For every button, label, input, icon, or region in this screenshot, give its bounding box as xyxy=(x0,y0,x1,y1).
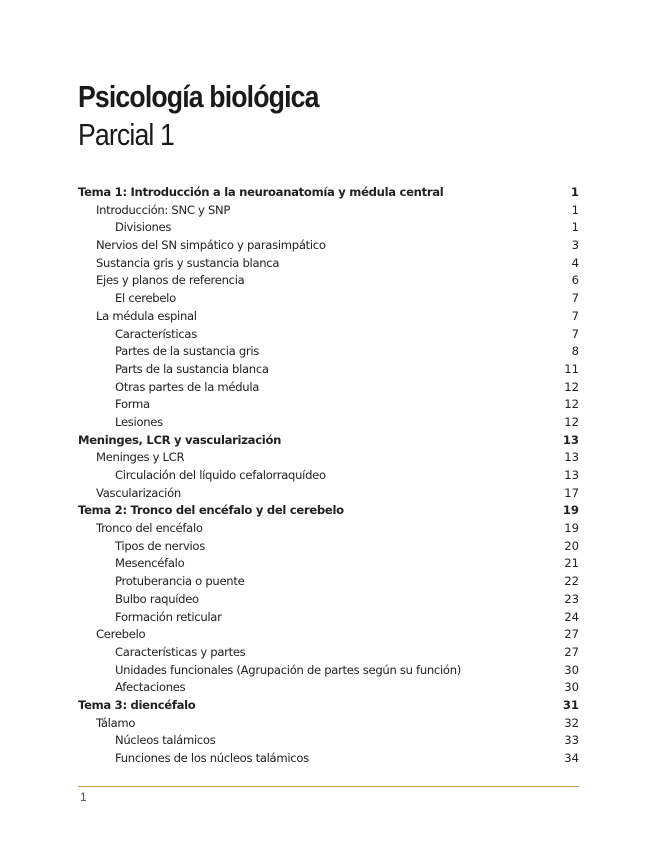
toc-entry-title: Tema 2: Tronco del encéfalo y del cerebelo xyxy=(78,503,344,518)
toc-entry[interactable] xyxy=(78,309,579,327)
toc-entry[interactable] xyxy=(78,468,579,486)
toc-entry-page: 24 xyxy=(564,609,579,624)
toc-entry-title: Formación reticular xyxy=(115,609,222,624)
toc-entry[interactable] xyxy=(78,256,579,274)
toc-entry-page: 1 xyxy=(571,202,579,217)
toc-entry-title: Circulación del líquido cefalorraquídeo xyxy=(115,468,326,482)
toc-entry[interactable] xyxy=(78,433,579,451)
toc-entry-title: Tronco del encéfalo xyxy=(96,521,203,536)
toc-entry-page: 19 xyxy=(564,521,579,536)
toc-entry-title: Tálamo xyxy=(96,715,136,730)
toc-entry[interactable] xyxy=(78,327,579,345)
toc-entry-page: 7 xyxy=(571,308,579,323)
toc-entry-title: Mesencéfalo xyxy=(115,556,185,571)
toc-entry-title: Características y partes xyxy=(115,644,246,659)
toc-entry-page: 12 xyxy=(564,397,579,412)
toc-entry-page: 31 xyxy=(562,697,579,712)
toc-entry-page: 13 xyxy=(564,468,579,482)
toc-entry-page: 6 xyxy=(571,273,579,288)
toc-entry-page: 27 xyxy=(564,644,579,659)
toc-entry-title: Tipos de nervios xyxy=(115,538,205,553)
toc-entry-title: Introducción: SNC y SNP xyxy=(96,202,231,217)
toc-entry-title: Afectaciones xyxy=(115,680,186,695)
toc-entry-page: 19 xyxy=(562,503,579,518)
toc-entry[interactable] xyxy=(78,397,579,415)
toc-entry[interactable] xyxy=(78,574,579,592)
toc-entry-title: Vascularización xyxy=(96,485,181,500)
toc-entry-page: 3 xyxy=(571,238,579,253)
toc-entry-page: 20 xyxy=(564,538,579,553)
toc-entry-page: 30 xyxy=(564,680,579,695)
toc-entry[interactable] xyxy=(78,362,579,380)
toc-entry-title: Parts de la sustancia blanca xyxy=(115,361,269,376)
footer-rule xyxy=(78,786,579,787)
toc-entry[interactable] xyxy=(78,273,579,291)
toc-entry-page: 11 xyxy=(564,361,579,376)
toc-entry-title: Funciones de los núcleos talámicos xyxy=(115,751,309,765)
toc-entry-title: Meninges, LCR y vascularización xyxy=(78,432,282,447)
title-block xyxy=(78,78,358,154)
toc-entry[interactable] xyxy=(78,627,579,645)
toc-entry-page: 7 xyxy=(571,291,579,306)
toc-entry[interactable] xyxy=(78,592,579,610)
toc-entry-title: Cerebelo xyxy=(96,627,146,642)
toc-entry-page: 32 xyxy=(564,715,579,730)
toc-entry-title: El cerebelo xyxy=(115,291,176,306)
toc-entry-page: 21 xyxy=(564,556,579,571)
table-of-contents xyxy=(78,185,579,769)
toc-entry[interactable] xyxy=(78,415,579,433)
toc-entry-title: La médula espinal xyxy=(96,308,197,323)
toc-entry-page: 1 xyxy=(570,185,579,199)
toc-entry-page: 8 xyxy=(571,344,579,359)
toc-entry[interactable] xyxy=(78,751,579,769)
toc-entry-page: 34 xyxy=(564,751,579,765)
document-subtitle: Parcial 1 xyxy=(78,117,174,152)
toc-entry[interactable] xyxy=(78,610,579,628)
toc-entry-page: 12 xyxy=(564,414,579,429)
toc-entry-title: Divisiones xyxy=(115,220,172,235)
toc-entry[interactable] xyxy=(78,733,579,751)
document-title: Psicología biológica xyxy=(78,79,319,114)
toc-entry[interactable] xyxy=(78,220,579,238)
toc-entry[interactable] xyxy=(78,503,579,521)
toc-entry[interactable] xyxy=(78,486,579,504)
toc-entry-page: 30 xyxy=(564,662,579,677)
footer-page-number: 1 xyxy=(80,790,87,804)
toc-entry[interactable] xyxy=(78,539,579,557)
toc-entry[interactable] xyxy=(78,698,579,716)
toc-entry[interactable] xyxy=(78,291,579,309)
toc-entry-title: Sustancia gris y sustancia blanca xyxy=(96,255,280,270)
toc-entry-title: Otras partes de la médula xyxy=(115,379,260,394)
toc-entry-title: Protuberancia o puente xyxy=(115,574,245,589)
toc-entry-page: 4 xyxy=(571,255,579,270)
toc-entry-page: 17 xyxy=(564,485,579,500)
toc-entry-title: Unidades funcionales (Agrupación de partes según su función) xyxy=(115,662,461,677)
toc-entry-page: 7 xyxy=(571,326,579,341)
toc-entry[interactable] xyxy=(78,556,579,574)
toc-entry[interactable] xyxy=(78,450,579,468)
toc-entry-page: 33 xyxy=(564,733,579,748)
toc-entry-title: Lesiones xyxy=(115,414,163,429)
toc-entry[interactable] xyxy=(78,663,579,681)
toc-entry[interactable] xyxy=(78,344,579,362)
toc-entry-page: 13 xyxy=(562,432,579,447)
toc-entry[interactable] xyxy=(78,716,579,734)
toc-entry-page: 13 xyxy=(564,450,579,465)
toc-entry[interactable] xyxy=(78,185,579,203)
toc-entry[interactable] xyxy=(78,645,579,663)
toc-entry-title: Características xyxy=(115,326,197,341)
toc-entry-title: Forma xyxy=(115,397,150,412)
toc-entry-page: 12 xyxy=(564,379,579,394)
toc-entry-title: Bulbo raquídeo xyxy=(115,591,199,606)
toc-entry[interactable] xyxy=(78,238,579,256)
toc-entry-title: Meninges y LCR xyxy=(96,450,185,465)
toc-entry[interactable] xyxy=(78,203,579,221)
toc-entry[interactable] xyxy=(78,680,579,698)
toc-entry-page: 22 xyxy=(564,574,579,589)
toc-entry-title: Ejes y planos de referencia xyxy=(96,273,245,288)
toc-entry[interactable] xyxy=(78,521,579,539)
toc-entry-title: Núcleos talámicos xyxy=(115,733,216,748)
toc-entry-page: 27 xyxy=(564,627,579,642)
toc-entry-title: Nervios del SN simpático y parasimpático xyxy=(96,238,326,253)
toc-entry-page: 23 xyxy=(564,591,579,606)
toc-entry[interactable] xyxy=(78,380,579,398)
toc-entry-title: Partes de la sustancia gris xyxy=(115,344,260,359)
toc-entry-title: Tema 3: diencéfalo xyxy=(78,697,196,712)
toc-entry-title: Tema 1: Introducción a la neuroanatomía y médula central xyxy=(78,185,444,199)
toc-entry-page: 1 xyxy=(571,220,579,235)
